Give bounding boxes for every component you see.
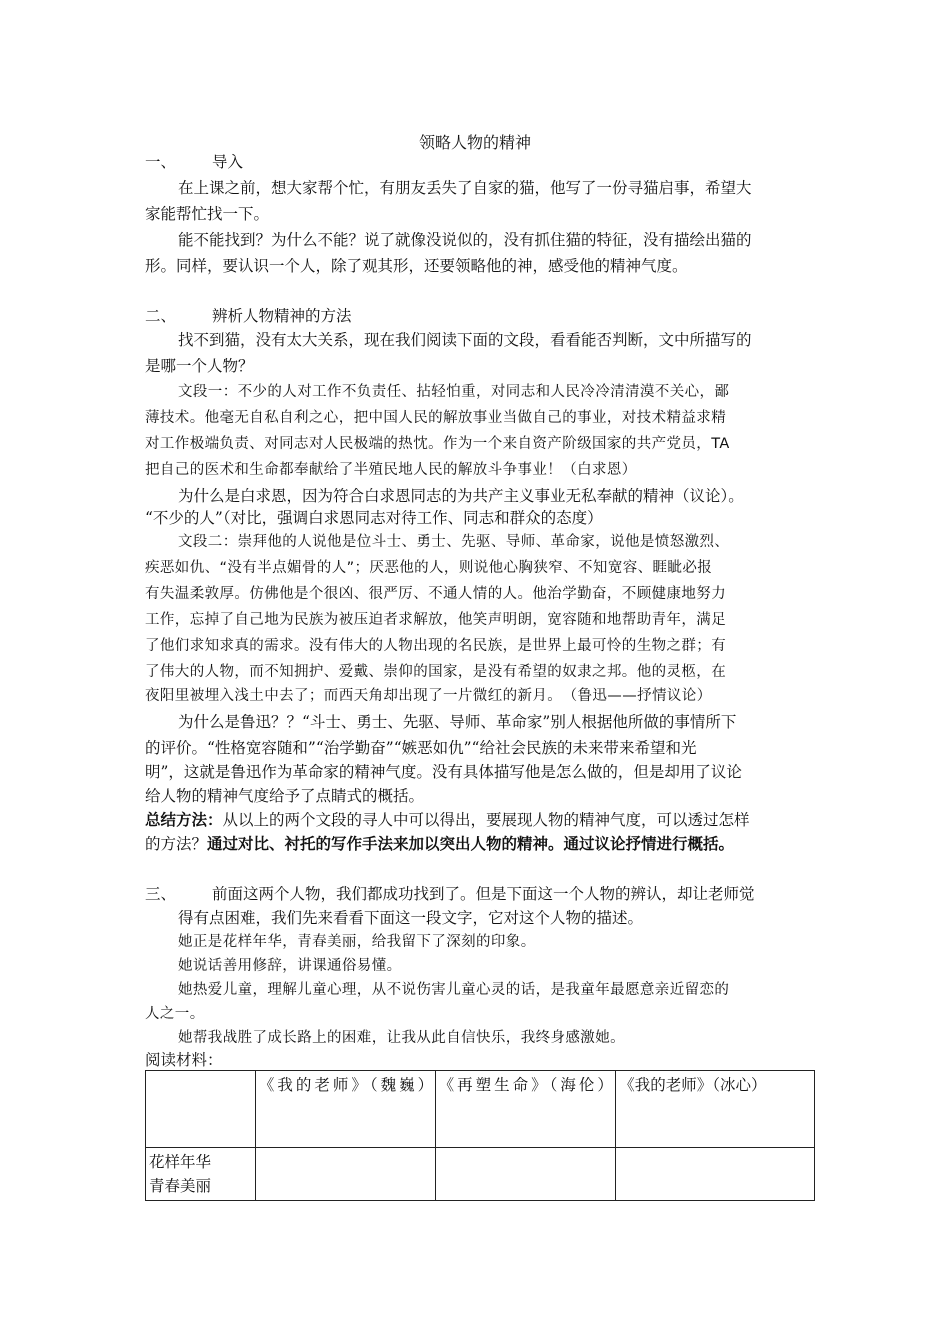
excerpt-1-line: 把自己的医术和生命都奉献给了半殖民地人民的解放斗争事业！（白求恩） (145, 462, 637, 478)
paragraph-line: 在上课之前，想大家帮个忙，有朋友丢失了自家的猫，他写了一份寻猫启事，希望大 (178, 179, 752, 197)
table-cell[interactable] (435, 1148, 616, 1201)
table-row (146, 1148, 815, 1201)
summary-line-1 (145, 810, 750, 830)
row-label-line: 花样年华 (149, 1153, 212, 1171)
paragraph-line: 形。同样，要认识一个人，除了观其形，还要领略他的神，感受他的精神气度。 (145, 257, 688, 275)
paragraph-line: 找不到猫，没有太大关系，现在我们阅读下面的文段，看看能否判断，文中所描写的 (178, 331, 752, 349)
section-3-number: 三、 (145, 885, 177, 903)
section-1-heading (0, 152, 950, 172)
table-cell[interactable] (616, 1148, 815, 1201)
summary-text: 的方法？ (145, 835, 208, 853)
description-line: 她正是花样年华，青春美丽，给我留下了深刻的印象。 (178, 934, 536, 950)
page-title: 领略人物的精神 (418, 133, 531, 152)
section-2-title: 辨析人物精神的方法 (212, 307, 352, 325)
summary-conclusion: 通过对比、衬托的写作手法来加以突出人物的精神。通过议论抒情进行概括。 (207, 834, 735, 853)
excerpt-1-line: 对工作极端负责、对同志对人民极端的热忱。作为一个来自资产阶级国家的共产党员，TA (145, 436, 730, 452)
excerpt-2-line: 了伟大的人物，而不知拥护、爱戴、崇仰的国家，是没有希望的奴隶之邦。他的灵柩，在 (145, 664, 727, 680)
excerpt-2-line: 文段二：崇拜他的人说他是位斗士、勇士、先驱、导师、革命家，说他是愤怒激烈、 (178, 534, 730, 550)
paragraph-line: 得有点困难，我们先来看看下面这一段文字，它对这个人物的描述。 (178, 909, 644, 927)
paragraph-line: 能不能找到？为什么不能？说了就像没说似的，没有抓住猫的特征，没有描绘出猫的 (178, 231, 752, 249)
excerpt-2-line: 有失温柔敦厚。仿佛他是个很凶、很严厉、不通人情的人。他治学勤奋，不顾健康地努力 (145, 586, 727, 602)
answer-2-line: 的评价。“性格宽容随和”“治学勤奋”“嫉恶如仇”“给社会民族的未来带来希望和光 (145, 739, 697, 757)
summary-line-2 (145, 834, 734, 854)
section-2-heading (0, 306, 950, 326)
table-cell[interactable] (255, 1148, 435, 1201)
section-2-number: 二、 (145, 307, 177, 325)
description-line: 她热爱儿童，理解儿童心理，从不说伤害儿童心灵的话，是我童年最愿意亲近留恋的 (178, 982, 730, 998)
summary-label: 总结方法： (145, 810, 223, 829)
table-header-row (146, 1071, 815, 1148)
section-1-title: 导入 (212, 153, 244, 171)
answer-2-line: 明”，这就是鲁迅作为革命家的精神气度。没有具体描写他是怎么做的，但是却用了议论 (145, 763, 742, 781)
section-3-title: 前面这两个人物，我们都成功找到了。但是下面这一个人物的辨认，却让老师觉 (212, 885, 755, 903)
description-line: 她说话善用修辞，讲课通俗易懂。 (178, 958, 402, 974)
section-1-number: 一、 (145, 153, 177, 171)
table-header-cell (146, 1071, 256, 1148)
excerpt-2-line: 夜阳里被埋入浅土中去了；而西天角却出现了一片微红的新月。 （鲁迅——抒情议论） (145, 688, 712, 704)
answer-2-line: 为什么是鲁迅？？“斗士、勇士、先驱、导师、革命家”别人根据他所做的事情所下 (178, 713, 737, 731)
answer-2-line: 给人物的精神气度给予了点睛式的概括。 (145, 787, 425, 805)
table-header-cell: 《再塑生命》（海伦） (435, 1071, 616, 1148)
answer-1-line: 为什么是白求恩，因为符合白求恩同志的为共产主义事业无私奉献的精神（议论）。 (178, 487, 744, 505)
paragraph-line: 家能帮忙找一下。 (145, 205, 270, 223)
row-label-line: 青春美丽 (149, 1177, 212, 1195)
paragraph-line: 是哪一个人物？ (145, 357, 254, 375)
excerpt-2-line: 疾恶如仇、“没有半点媚骨的人”；厌恶他的人，则说他心胸狭窄、不知宽容、睚眦必报 (145, 560, 713, 576)
summary-text: 从以上的两个文段的寻人中可以得出，要展现人物的精神气度，可以透过怎样 (222, 811, 750, 829)
table-header-cell: 《我的老师》（魏巍） (255, 1071, 435, 1148)
reading-table (145, 1070, 815, 1201)
description-line: 人之一。 (145, 1006, 205, 1022)
excerpt-2-line: 工作，忘掉了自己地为民族为被压迫者求解放，他笑声明朗，宽容随和地帮助青年，满足 (145, 612, 727, 628)
excerpt-1-line: 薄技术。他毫无自私自利之心，把中国人民的解放事业当做自己的事业，对技术精益求精 (145, 410, 727, 426)
table-row-label (146, 1148, 256, 1201)
answer-1-line: “不少的人”（对比，强调白求恩同志对待工作、同志和群众的态度） (145, 509, 603, 527)
excerpt-2-line: 了他们求知求真的需求。没有伟大的人物出现的名民族，是世界上最可怜的生物之群；有 (145, 638, 727, 654)
reading-label: 阅读材料： (145, 1051, 223, 1069)
table-header-cell: 《我的老师》（冰心） (616, 1071, 815, 1148)
excerpt-1-line: 文段一：不少的人对工作不负责任、拈轻怕重，对同志和人民冷冷清清漠不关心，鄙 (178, 384, 730, 400)
description-line: 她帮我战胜了成长路上的困难，让我从此自信快乐，我终身感激她。 (178, 1030, 625, 1046)
section-3-heading (0, 884, 950, 904)
